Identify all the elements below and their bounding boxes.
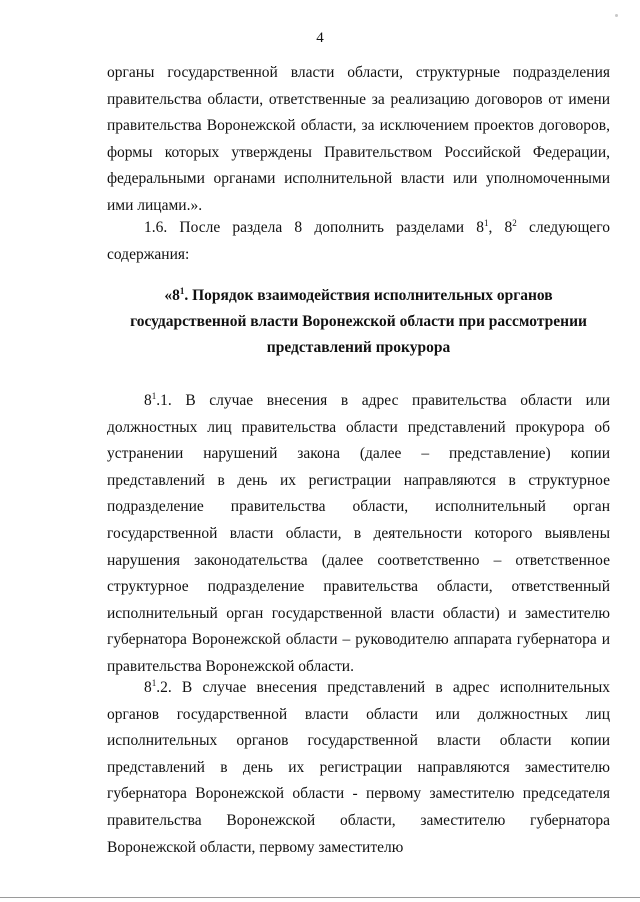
paragraph-text: .1. В случае внесения в адрес правительства области или должностных лиц правительства области представлений прокурора об устранении нарушений закона (далее – представление) копии представлений в день их регистрации направляются в структурное подразделение правительства области, исполнительный орган государственной власти области, в деятельности которого выявлены нарушения законодательства (далее соответственно – ответственное структурное подразделение правительства области, ответственный исполнительный орган государственной власти области) и заместителю губернатора Воронежской области – руководителю аппарата губернатора и правительства Воронежской области. <box>107 392 610 675</box>
paragraph-continuation <box>107 60 610 220</box>
superscript: 2 <box>512 217 517 228</box>
superscript: 1 <box>151 390 157 401</box>
heading-text: . Порядок взаимодействия исполнительных органов государственной власти Воронежской области при рассмотрении представлений прокурора <box>130 287 587 356</box>
scan-speck <box>615 14 618 17</box>
paragraph-text: 1.6. После раздела 8 дополнить разделами 8 <box>144 219 484 236</box>
superscript: 1 <box>484 217 489 228</box>
superscript: 1 <box>179 285 185 296</box>
paragraph-text: .2. В случае внесения представлений в адрес исполнительных органов государственной власти области или должностных лиц исполнительных органов государственной власти области копии представлений в день их регистрации направляются заместителю губернатора Воронежской области - первому заместителю председателя правительства Воронежской области, заместителю губернатора Воронежской области, первому заместителю <box>107 679 610 856</box>
section-heading <box>107 283 610 361</box>
superscript: 1 <box>151 677 157 688</box>
paragraph-8-1-2 <box>107 675 610 861</box>
page-number: 4 <box>316 30 324 46</box>
bottom-edge-line <box>0 897 640 898</box>
paragraph-text: органы государственной власти области, структурные подразделения правительства области, ответственные за реализацию договоров от имени правительства Воронежской области, за исключением проектов договоров, формы которых утверждены Правительством Российской Федерации, федеральными органами исполнительной власти или уполномоченными ими лицами.». <box>107 64 610 214</box>
paragraph-8-1-1 <box>107 388 610 681</box>
paragraph-1-6 <box>107 215 610 268</box>
paragraph-text: , 8 <box>488 219 513 236</box>
heading-text: «8 <box>164 287 180 304</box>
paragraph-text: следующего содержания: <box>107 219 611 263</box>
paragraph-text: 8 <box>144 679 152 696</box>
paragraph-text: 8 <box>144 392 152 409</box>
